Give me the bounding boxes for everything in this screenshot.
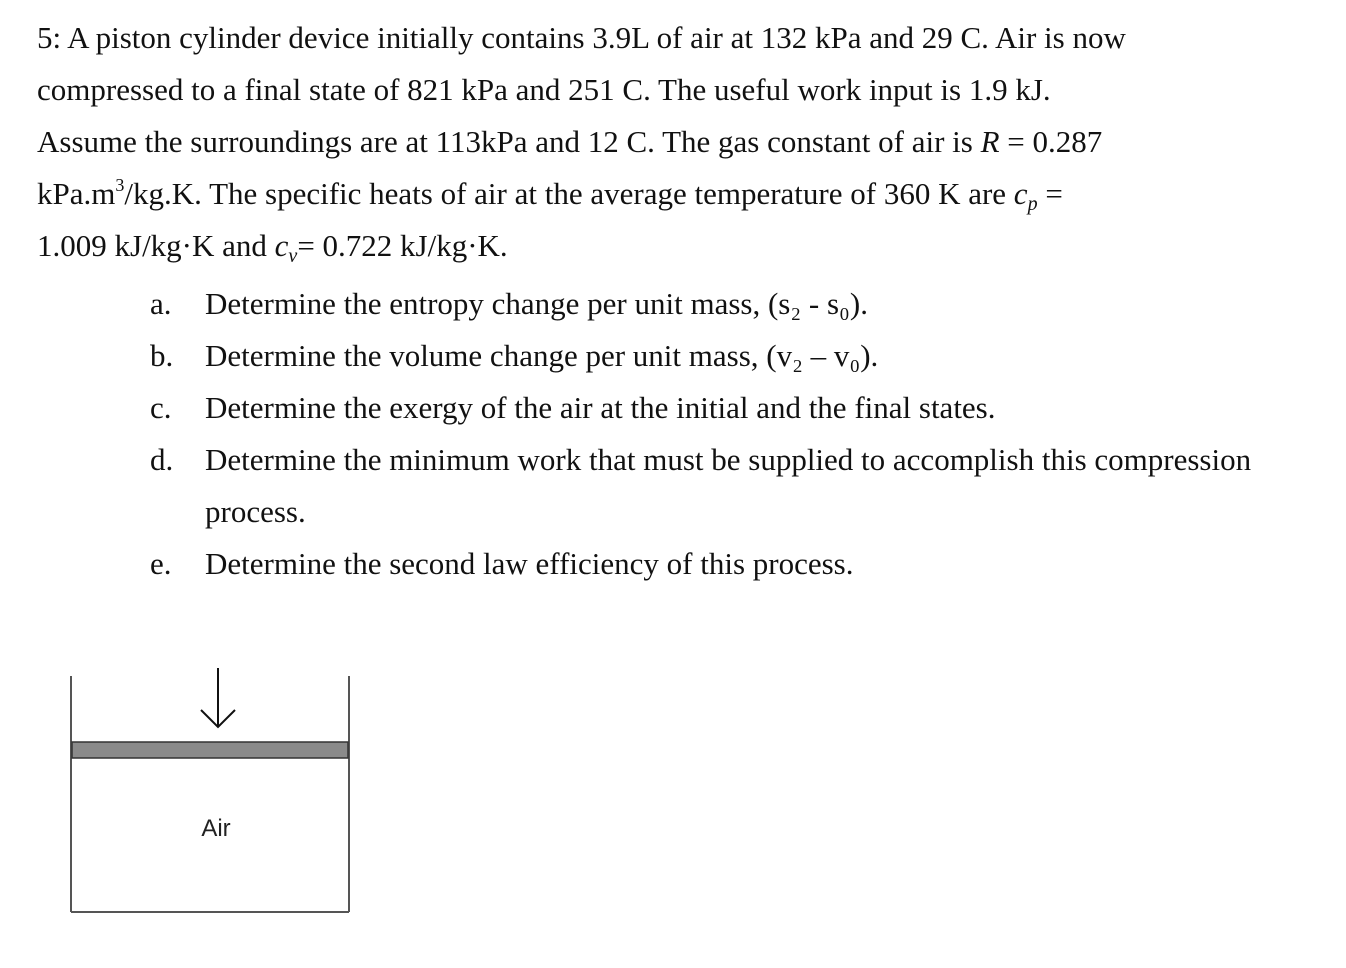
cp-symbol: c — [1013, 176, 1028, 211]
down-arrow-icon — [201, 668, 235, 727]
part-text: Determine the second law efficiency of this process. — [205, 546, 854, 581]
cp-subscript: p — [1027, 193, 1038, 215]
units-text: kPa.m — [37, 176, 116, 211]
units-exponent: 3 — [115, 175, 125, 195]
problem-line-4 — [37, 168, 1327, 220]
cp-equals: = — [1037, 176, 1063, 211]
cv-value: = 0.722 kJ/kg·K. — [297, 228, 508, 263]
piston-cylinder-diagram — [60, 660, 370, 930]
part-marker: b. — [150, 338, 174, 373]
cv-subscript: v — [288, 245, 298, 267]
problem-line-2: compressed to a final state of 821 kPa and 251 C. The useful work input is 1.9 kJ. — [37, 72, 1051, 107]
air-label: Air — [201, 815, 231, 842]
problem-line-1: 5: A piston cylinder device initially contains 3.9L of air at 132 kPa and 29 C. Air is now — [37, 20, 1126, 55]
problem-line-4-text: /kg.K. The specific heats of air at the average temperature of 360 K are — [124, 176, 1014, 211]
cp-value: 1.009 kJ/kg·K and — [37, 228, 275, 263]
part-text: Determine the volume change per unit mass, (v₂ – v₀). — [205, 338, 879, 373]
part-text: Determine the entropy change per unit mass, (s₂ - s₀). — [205, 286, 868, 321]
gas-constant-value: = 0.287 — [999, 124, 1103, 159]
question-part-e — [150, 538, 1300, 590]
question-part-a — [150, 278, 1300, 330]
problem-line-3 — [37, 116, 1327, 168]
question-parts — [150, 278, 1300, 590]
cv-symbol: c — [274, 228, 289, 263]
part-text: Determine the exergy of the air at the initial and the final states. — [205, 390, 996, 425]
question-part-c — [150, 382, 1300, 434]
part-marker: d. — [150, 442, 174, 477]
piston-cylinder-figure — [60, 660, 370, 930]
question-part-d — [150, 434, 1300, 538]
part-marker: e. — [150, 546, 172, 581]
problem-line-3-text: Assume the surroundings are at 113kPa and 12 C. The gas constant of air is — [37, 124, 981, 159]
problem-statement — [37, 12, 1327, 272]
gas-constant-symbol: R — [980, 124, 1000, 159]
part-marker: a. — [150, 286, 172, 321]
problem-line-5 — [37, 220, 1327, 272]
piston — [72, 742, 348, 758]
part-text: Determine the minimum work that must be supplied to accomplish this compression process. — [205, 442, 1252, 529]
question-part-b — [150, 330, 1300, 382]
part-marker: c. — [150, 390, 172, 425]
